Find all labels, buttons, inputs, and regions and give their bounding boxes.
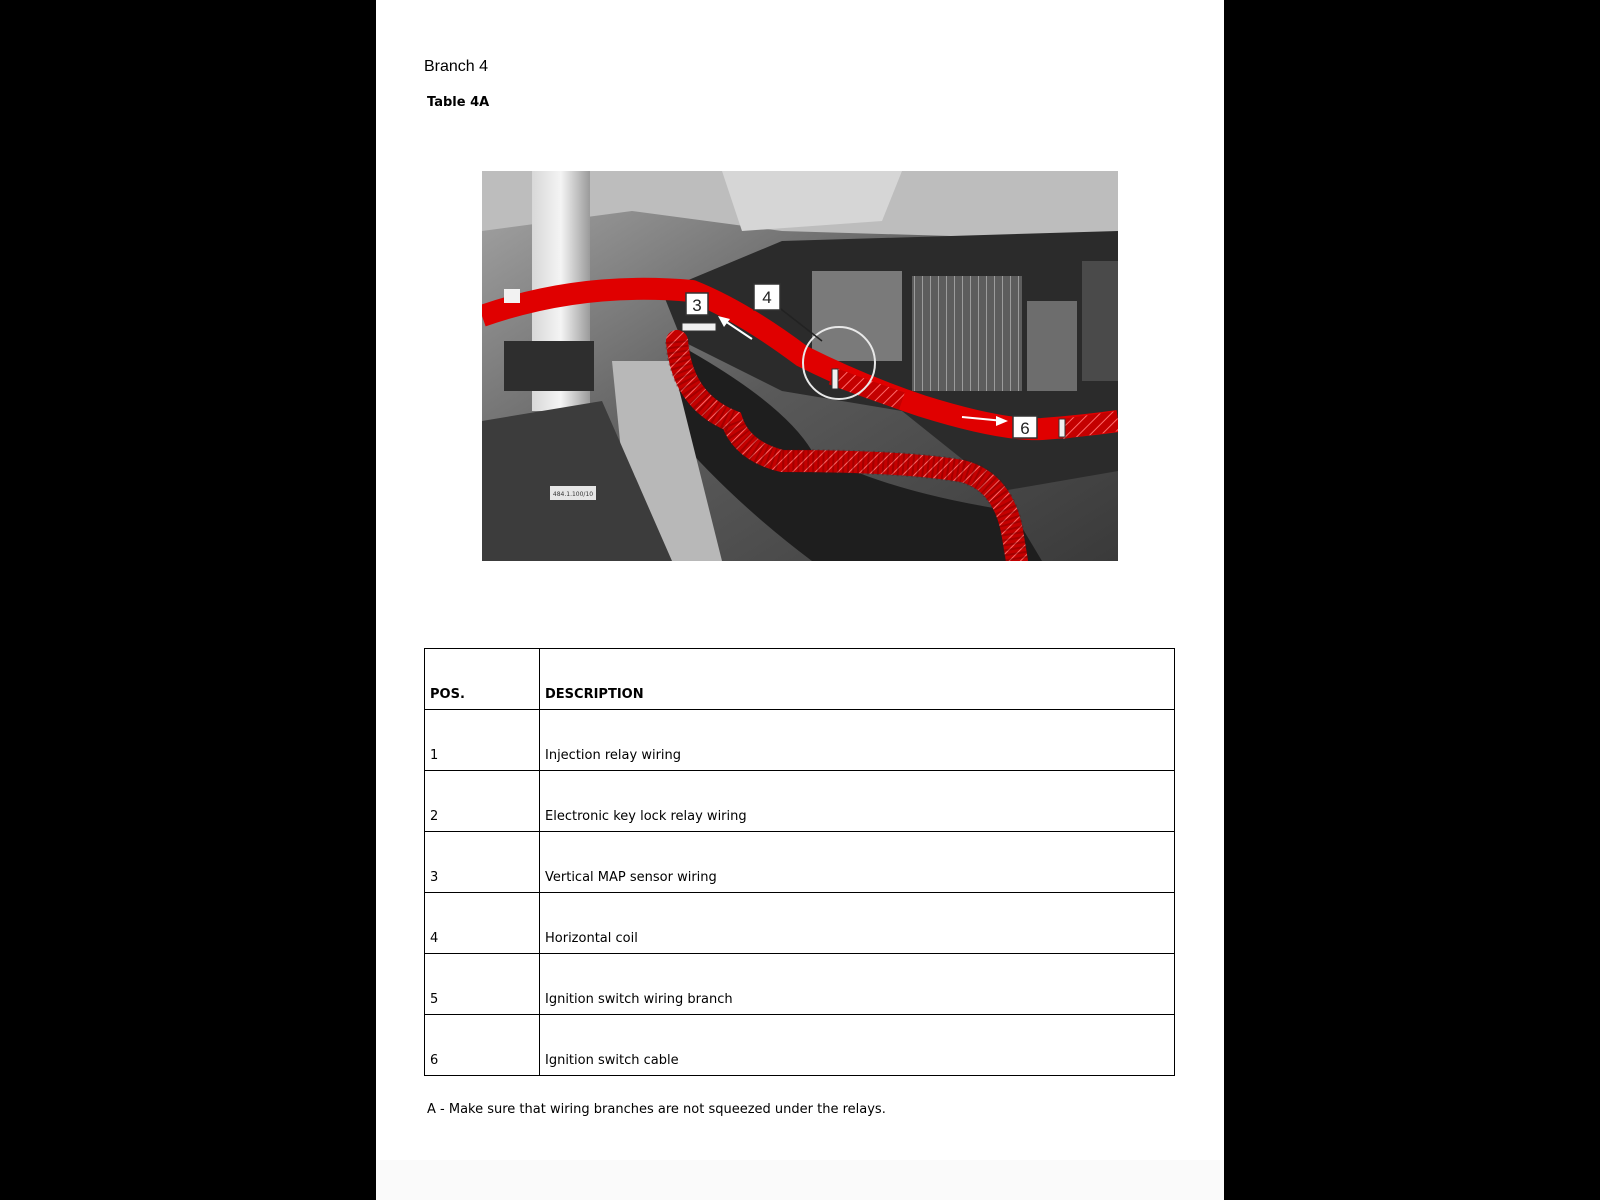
table-row (425, 710, 1175, 771)
row-description: Ignition switch cable (540, 1015, 1175, 1076)
table-label: Table 4A (427, 95, 490, 110)
header-pos: POS. (425, 649, 540, 710)
document-page (376, 0, 1224, 1200)
footnote: A - Make sure that wiring branches are not squeezed under the relays. (427, 1102, 886, 1117)
label-plate-text: 484.1.100/10 (552, 491, 594, 498)
svg-text:4: 4 (762, 288, 772, 307)
table-header-row (425, 649, 1175, 710)
svg-text:6: 6 (1020, 419, 1030, 438)
row-description: Vertical MAP sensor wiring (540, 832, 1175, 893)
wiring-harness-photo (482, 171, 1118, 561)
callout-3 (686, 293, 708, 315)
table-row (425, 1015, 1175, 1076)
svg-text:3: 3 (692, 296, 702, 315)
row-description: Electronic key lock relay wiring (540, 771, 1175, 832)
header-description: DESCRIPTION (540, 649, 1175, 710)
row-description: Ignition switch wiring branch (540, 954, 1175, 1015)
table-row (425, 832, 1175, 893)
row-description: Injection relay wiring (540, 710, 1175, 771)
row-pos: 6 (425, 1015, 540, 1076)
callout-6 (1013, 416, 1037, 438)
table-row (425, 893, 1175, 954)
row-pos: 5 (425, 954, 540, 1015)
table-row (425, 771, 1175, 832)
table-row (425, 954, 1175, 1015)
row-pos: 2 (425, 771, 540, 832)
branch-title: Branch 4 (424, 58, 489, 75)
row-description: Horizontal coil (540, 893, 1175, 954)
row-pos: 4 (425, 893, 540, 954)
row-pos: 3 (425, 832, 540, 893)
position-description-table (424, 648, 1175, 1076)
page-bottom-strip (376, 1160, 1224, 1200)
row-pos: 1 (425, 710, 540, 771)
callout-4 (754, 284, 780, 310)
